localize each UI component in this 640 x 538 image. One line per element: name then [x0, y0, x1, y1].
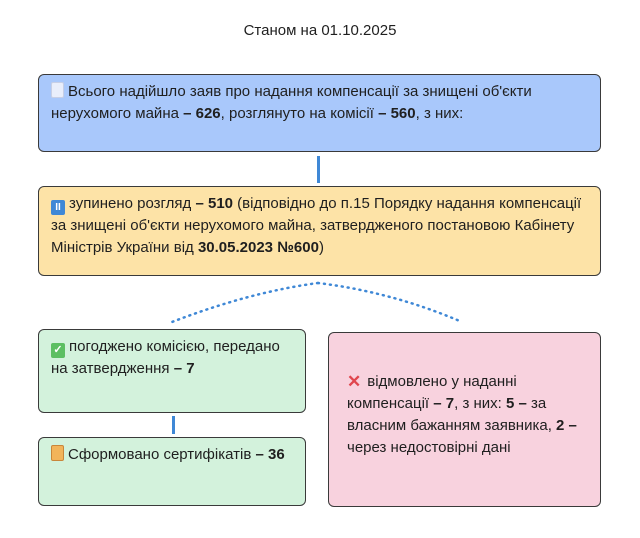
rejected-own-count: 5 – — [506, 395, 527, 412]
scroll-icon — [51, 445, 64, 461]
rejected-text-d: через недостовірні дані — [347, 439, 511, 456]
certificates-count: – 36 — [255, 446, 285, 463]
suspended-text-a: зупинено розгляд — [69, 195, 196, 212]
applications-reviewed-count: – 560 — [378, 105, 416, 122]
dotted-connector-right — [318, 283, 462, 322]
rejected-text-b: , з них: — [454, 395, 506, 412]
certificates-text: Сформовано сертифікатів — [68, 446, 256, 463]
suspended-text-c: ) — [318, 239, 324, 256]
rejected-text-a: відмовлено у наданні компенсації — [347, 373, 517, 412]
rejected-count: – 7 — [433, 395, 455, 412]
approved-text: погоджено комісією, передано на затвердження — [51, 338, 280, 377]
rejected-unreliable-count: 2 – — [556, 417, 577, 434]
approved-box — [38, 329, 306, 413]
connector-line-top — [317, 156, 320, 183]
check-icon: ✓ — [51, 343, 65, 358]
suspended-box — [38, 186, 601, 276]
pause-icon: II — [51, 200, 65, 215]
applications-received-count: – 626 — [183, 105, 221, 122]
status-date: Станом на 01.10.2025 — [243, 22, 397, 39]
suspended-count: – 510 — [195, 195, 234, 212]
rejected-box — [328, 332, 601, 507]
applications-text-a: Всього надійшло заяв про надання компенсації за знищені об'єкти нерухомого майна — [51, 83, 532, 122]
applications-total-box — [38, 74, 601, 152]
dotted-connector-left — [172, 283, 318, 322]
applications-text-c: , з них: — [415, 105, 464, 122]
applications-text-b: , розглянуто на комісії — [220, 105, 379, 122]
rejected-text-c: за власним бажанням заявника, — [347, 395, 557, 434]
certificates-box — [38, 437, 306, 506]
page-icon — [51, 82, 64, 98]
suspended-resolution-date: 30.05.2023 №600 — [197, 239, 319, 256]
suspended-text-b: (відповідно до п.15 Порядку надання компенсації за знищені об'єкти нерухомого майна, затвердженого постановою Кабінету Міністрів України від — [51, 195, 582, 256]
connector-line-bottom — [172, 416, 175, 434]
approved-count: – 7 — [173, 360, 195, 377]
cross-icon: ✕ — [347, 372, 362, 391]
